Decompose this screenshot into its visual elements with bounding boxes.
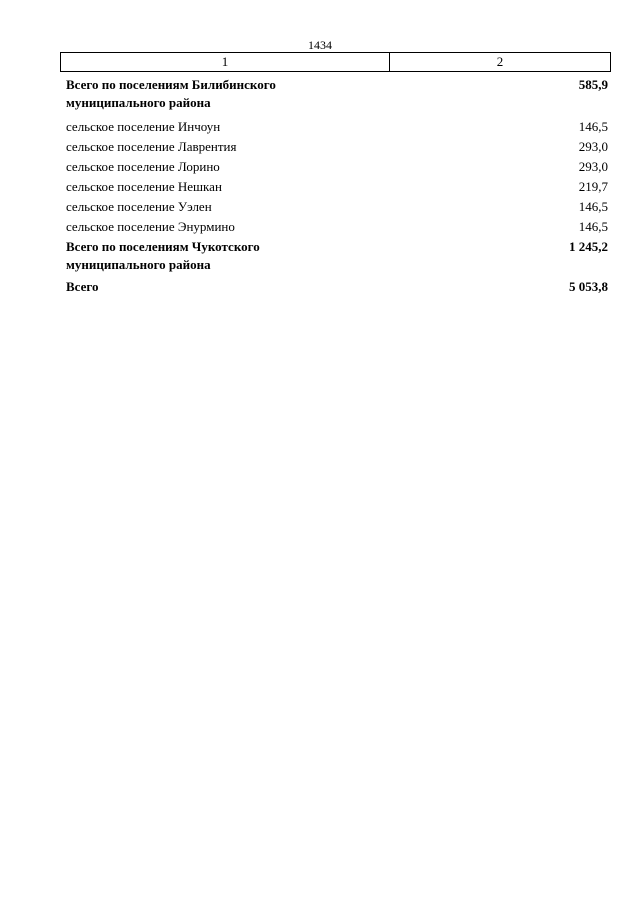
table-row: [66, 138, 608, 158]
table-row: [66, 118, 608, 138]
row-value: 219,7: [578, 179, 608, 194]
row-label: сельское поселение Лорино: [66, 159, 220, 174]
row-value: 146,5: [578, 199, 608, 214]
table-row-grand-total: [66, 278, 608, 298]
table-row: [66, 218, 608, 238]
row-label: сельское поселение Уэлен: [66, 199, 212, 214]
row-value: 5 053,8: [569, 279, 608, 294]
row-value: 1 245,2: [569, 239, 608, 254]
table-row-total-bilibinsky: [66, 76, 608, 118]
row-label: Всего по поселениям Чукотского муниципального района: [66, 239, 260, 272]
row-label: сельское поселение Нешкан: [66, 179, 222, 194]
row-label: сельское поселение Лаврентия: [66, 139, 237, 154]
table-body: [66, 76, 608, 298]
page-number: 1434: [308, 38, 332, 52]
table-row: [66, 158, 608, 178]
table-row: [66, 178, 608, 198]
row-value: 293,0: [578, 139, 608, 154]
column-header-1: 1: [61, 53, 390, 71]
row-label: Всего: [66, 279, 99, 294]
row-label: Всего по поселениям Билибинского муниципального района: [66, 77, 276, 110]
row-value: 585,9: [578, 77, 608, 92]
table-row: [66, 198, 608, 218]
row-label: сельское поселение Инчоун: [66, 119, 221, 134]
row-value: 293,0: [578, 159, 608, 174]
table-header-row: [60, 52, 611, 72]
row-label: сельское поселение Энурмино: [66, 219, 235, 234]
column-header-2: 2: [496, 54, 504, 69]
row-value: 146,5: [578, 219, 608, 234]
row-value: 146,5: [578, 119, 608, 134]
table-row-total-chukotsky: [66, 238, 608, 278]
